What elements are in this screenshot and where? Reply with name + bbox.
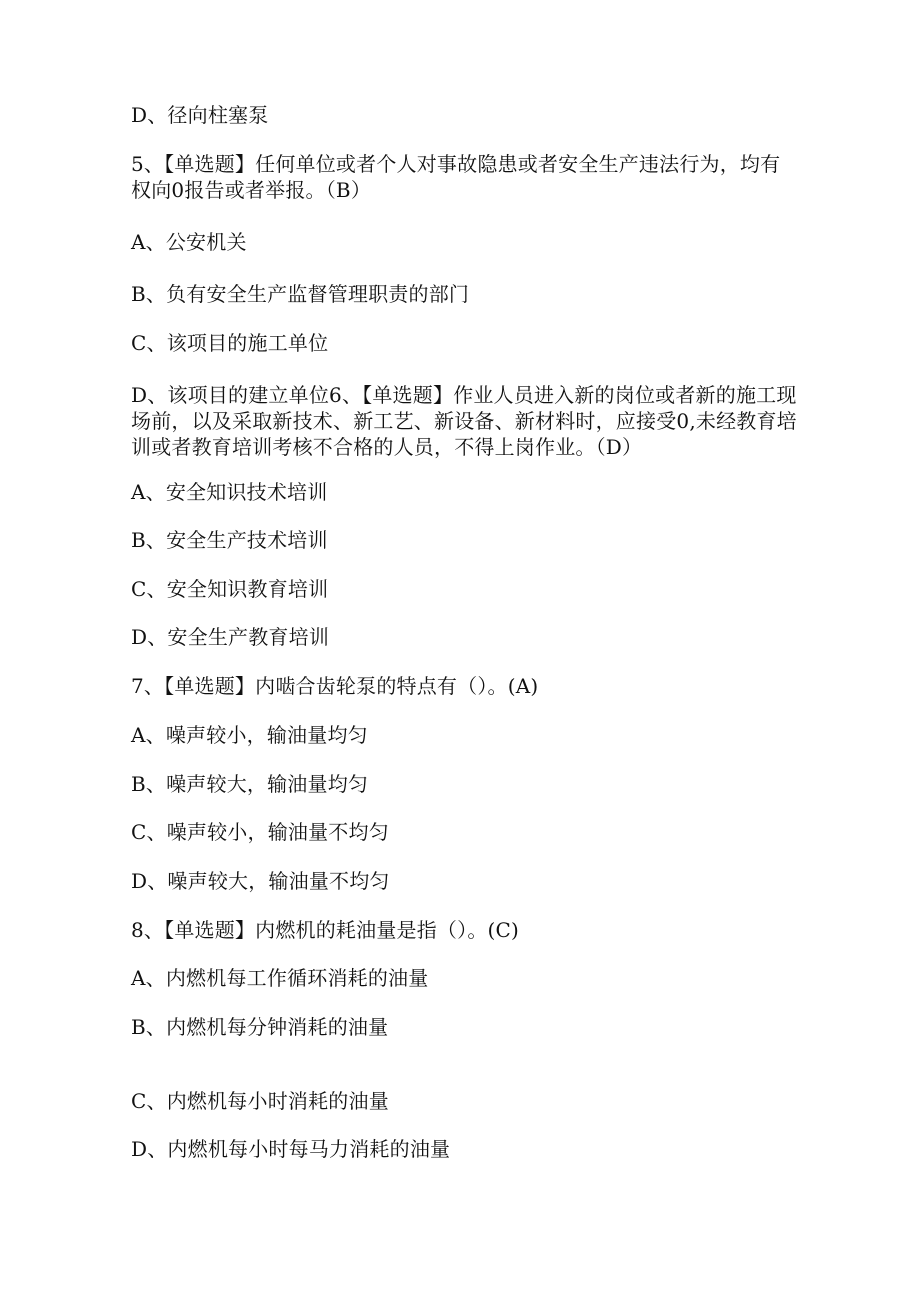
question-6-line-2: 场前，以及采取新技术、新工艺、新设备、新材料时，应接受0,未经教育培 (131, 409, 797, 433)
option-d-q7: D、噪声较大，输油量不均匀 (131, 869, 390, 893)
option-a-q5: A、公安机关 (131, 230, 247, 254)
option-a-q8: A、内燃机每工作循环消耗的油量 (131, 966, 429, 990)
question-6-line-1: D、该项目的建立单位6、【单选题】作业人员进入新的岗位或者新的施工现 (131, 383, 797, 407)
option-c-q5: C、该项目的施工单位 (131, 331, 329, 355)
question-5 (131, 151, 791, 203)
question-6 (131, 382, 797, 460)
option-d-q6: D、安全生产教育培训 (131, 625, 330, 649)
question-6-line-3: 训或者教育培训考核不合格的人员，不得上岗作业。（D） (131, 435, 643, 459)
option-b-q6: B、安全生产技术培训 (131, 528, 328, 552)
question-8: 8、【单选题】内燃机的耗油量是指（）。(C) (131, 918, 520, 942)
option-c-q8: C、内燃机每小时消耗的油量 (131, 1089, 389, 1113)
question-7: 7、【单选题】内啮合齿轮泵的特点有（）。(A) (131, 674, 539, 698)
option-d-q4: D、径向柱塞泵 (131, 103, 269, 127)
option-b-q5: B、负有安全生产监督管理职责的部门 (131, 282, 470, 306)
option-c-q6: C、安全知识教育培训 (131, 577, 329, 601)
option-d-q8: D、内燃机每小时每马力消耗的油量 (131, 1137, 451, 1161)
option-c-q7: C、噪声较小，输油量不均匀 (131, 820, 389, 844)
option-a-q6: A、安全知识技术培训 (131, 480, 328, 504)
option-a-q7: A、噪声较小，输油量均匀 (131, 723, 368, 747)
option-b-q8: B、内燃机每分钟消耗的油量 (131, 1015, 389, 1039)
option-b-q7: B、噪声较大，输油量均匀 (131, 772, 369, 796)
question-5-line-1: 5、【单选题】任何单位或者个人对事故隐患或者安全生产违法行为，均有 (131, 152, 781, 176)
question-5-line-2: 权向0报告或者举报。（B） (131, 178, 372, 202)
